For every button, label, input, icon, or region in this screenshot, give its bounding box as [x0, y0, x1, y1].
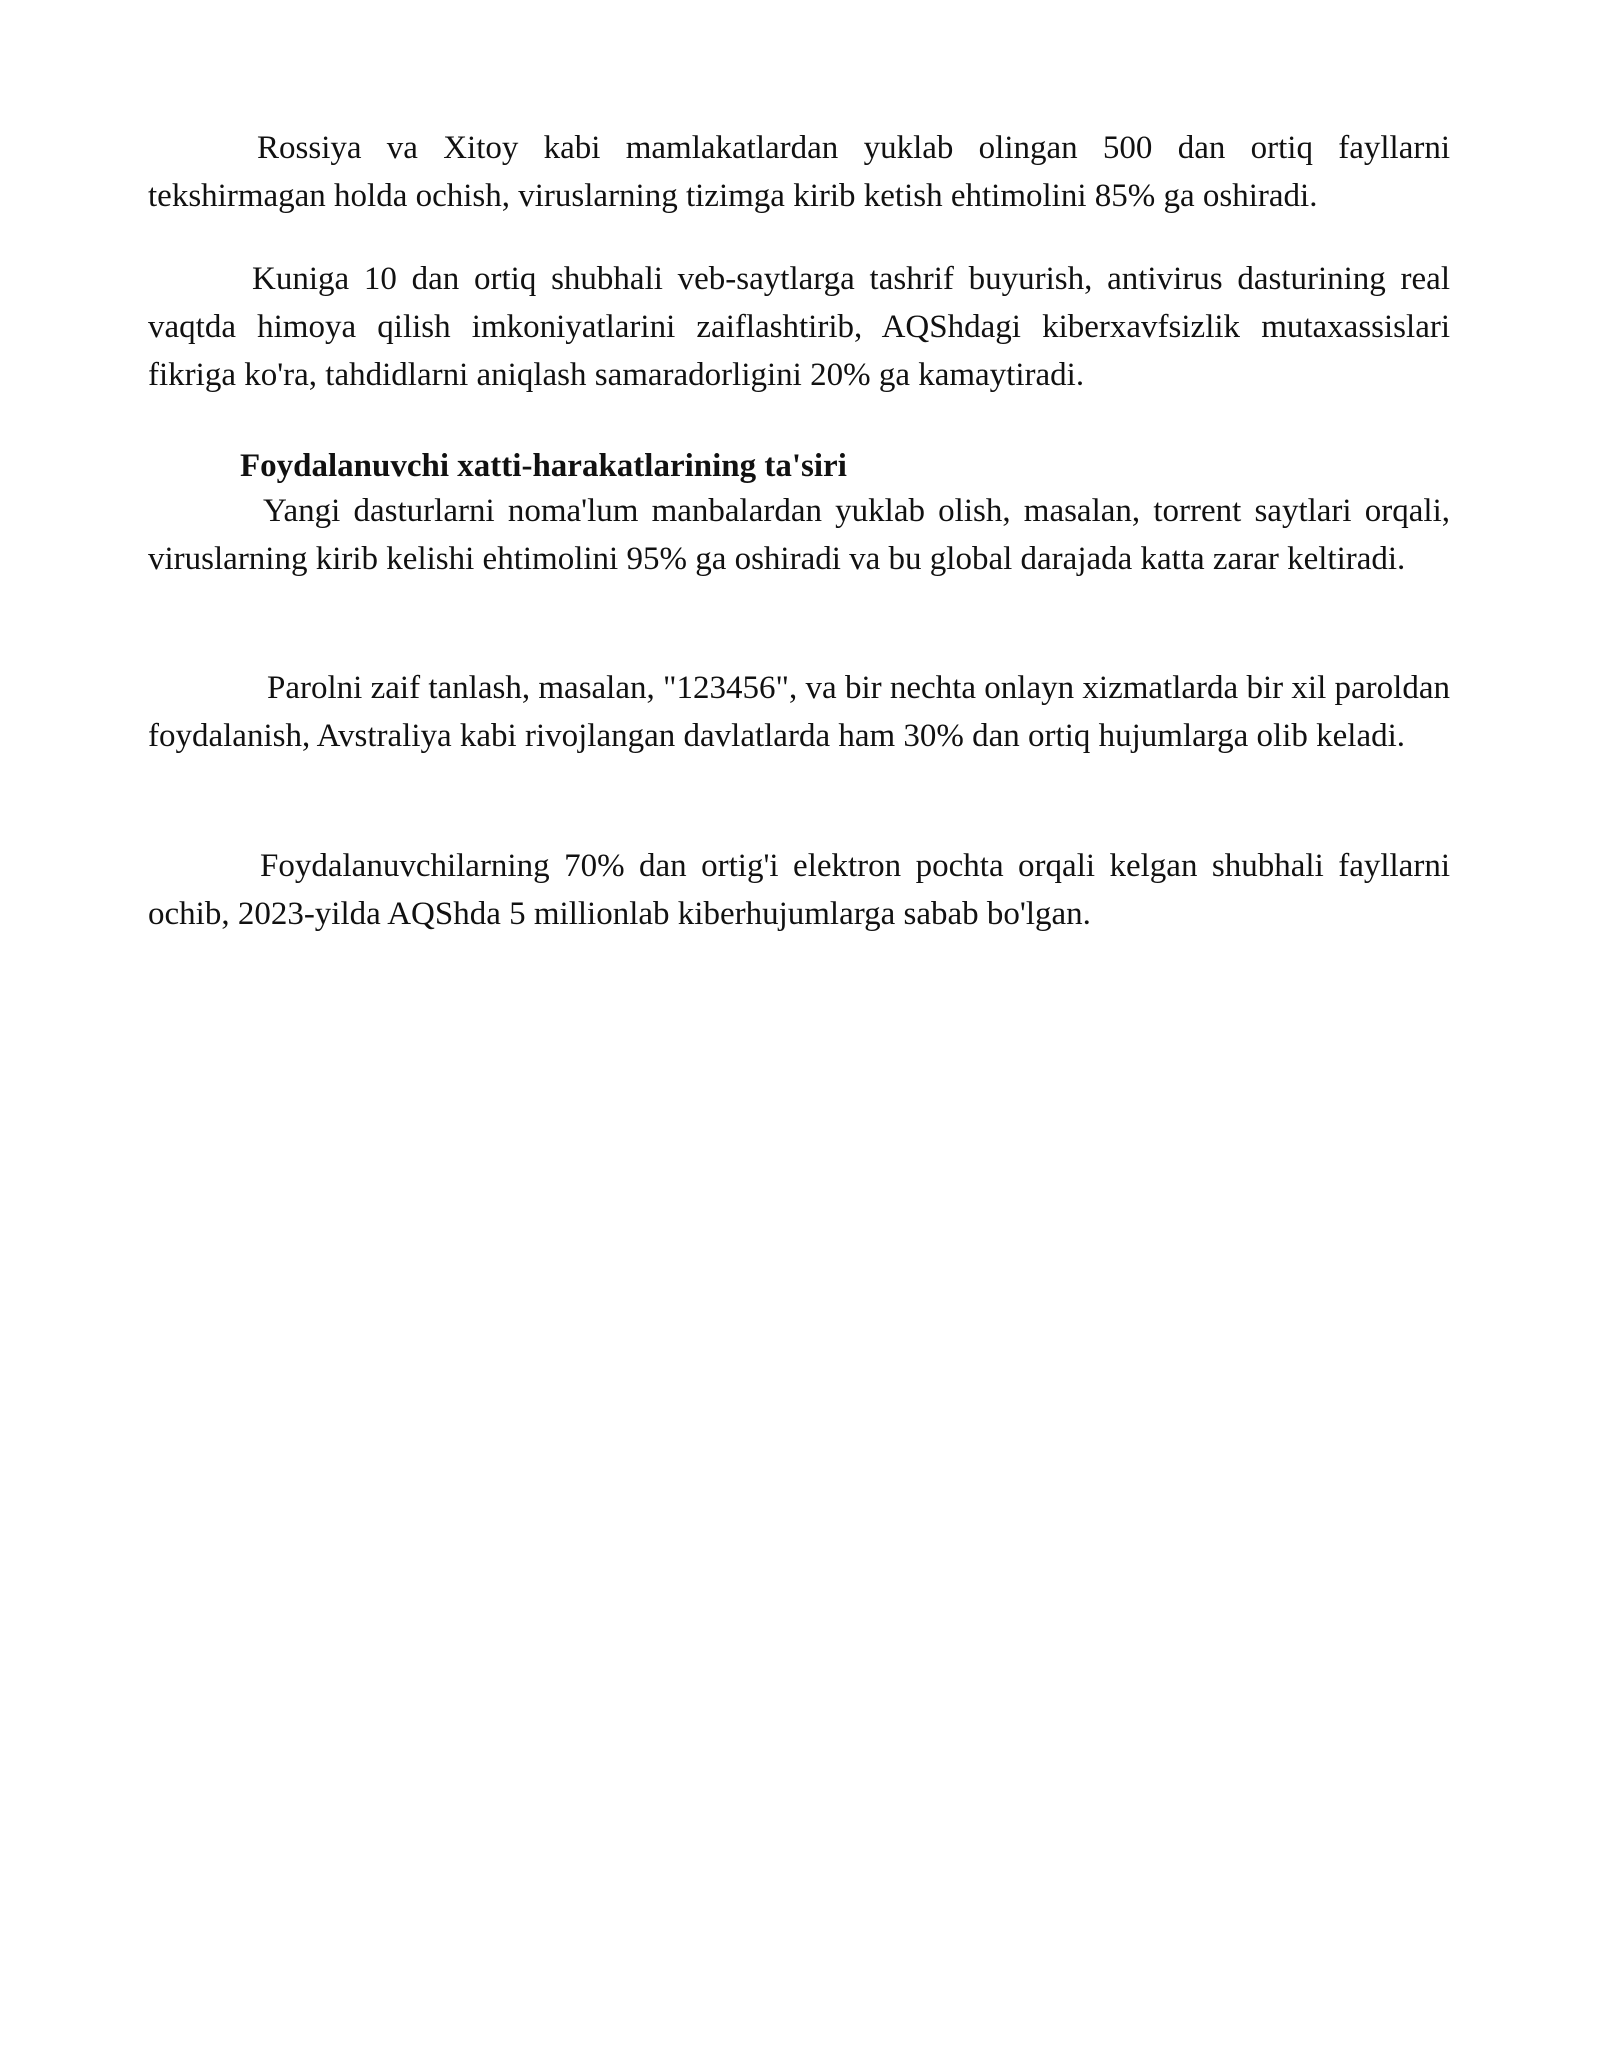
section-heading: Foydalanuvchi xatti-harakatlarining ta'siri: [240, 448, 847, 484]
paragraph-4: Parolni zaif tanlash, masalan, "123456", va bir nechta onlayn xizmatlarda bir xil paroldan foydalanish, Avstraliya kabi rivojlangan davlatlarda ham 30% dan ortiq hujumlarga olib keladi.: [148, 670, 1450, 754]
paragraph-5: Foydalanuvchilarning 70% dan ortig'i elektron pochta orqali kelgan shubhali fayllarni ochib, 2023-yilda AQShda 5 millionlab kiberhujumlarga sabab bo'lgan.: [148, 848, 1450, 932]
paragraph-3: Yangi dasturlarni noma'lum manbalardan yuklab olish, masalan, torrent saytlari orqali, viruslarning kirib kelishi ehtimolini 95% ga oshiradi va bu global darajada katta zarar keltiradi.: [148, 493, 1450, 577]
paragraph-1: Rossiya va Xitoy kabi mamlakatlardan yuklab olingan 500 dan ortiq fayllarni tekshirmagan holda ochish, viruslarning tizimga kirib ketish ehtimolini 85% ga oshiradi.: [148, 130, 1450, 214]
paragraph-2: Kuniga 10 dan ortiq shubhali veb-saytlarga tashrif buyurish, antivirus dasturining real vaqtda himoya qilish imkoniyatlarini zaiflashtirib, AQShdagi kiberxavfsizlik mutaxassislari fikriga ko'ra, tahdidlarni aniqlash samaradorligini 20% ga kamaytiradi.: [148, 261, 1450, 393]
